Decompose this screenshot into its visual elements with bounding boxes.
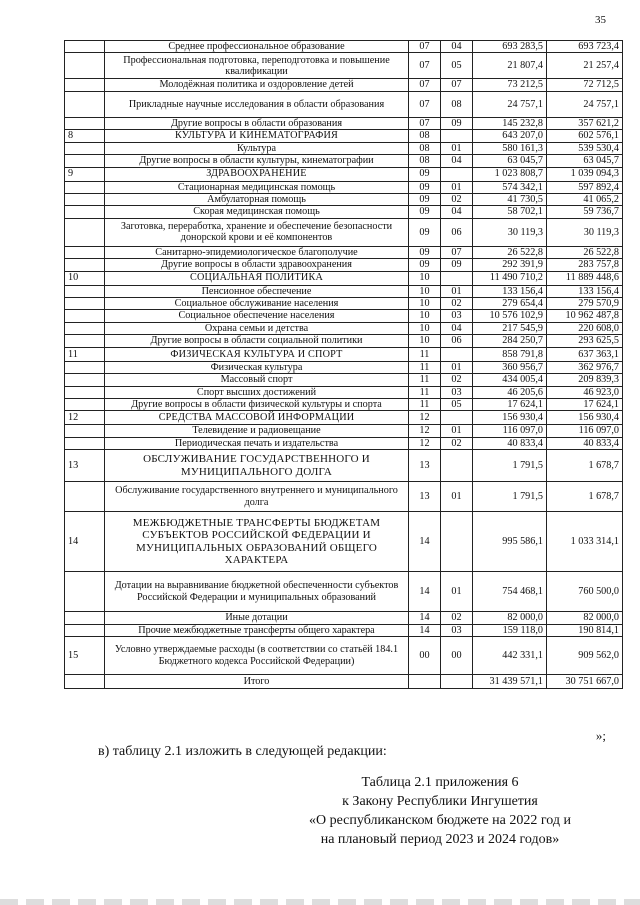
row-value-2024: 72 712,5 (547, 79, 623, 91)
row-value-2023: 24 757,1 (473, 91, 547, 117)
row-podrazdel: 02 (441, 298, 473, 310)
table-row (65, 167, 623, 181)
row-razdel: 09 (409, 218, 441, 246)
row-value-2024: 602 576,1 (547, 130, 623, 142)
row-number (65, 675, 105, 689)
row-value-2024: 24 757,1 (547, 91, 623, 117)
budget-table (64, 40, 623, 689)
row-podrazdel (441, 411, 473, 425)
row-podrazdel (441, 130, 473, 142)
row-value-2023: 292 391,9 (473, 259, 547, 271)
row-number (65, 218, 105, 246)
row-value-2024: 760 500,0 (547, 572, 623, 612)
table-row (65, 572, 623, 612)
table-row (65, 322, 623, 334)
row-value-2024: 220 608,0 (547, 322, 623, 334)
table-row (65, 310, 623, 322)
row-name: Итого (105, 675, 409, 689)
row-name: Стационарная медицинская помощь (105, 181, 409, 193)
row-razdel: 13 (409, 482, 441, 512)
row-podrazdel: 02 (441, 612, 473, 624)
row-value-2024: 63 045,7 (547, 155, 623, 167)
row-value-2023: 442 331,1 (473, 637, 547, 675)
row-number (65, 310, 105, 322)
row-value-2023: 643 207,0 (473, 130, 547, 142)
row-number: 11 (65, 347, 105, 361)
row-podrazdel (441, 450, 473, 482)
row-name: СРЕДСТВА МАССОВОЙ ИНФОРМАЦИИ (105, 411, 409, 425)
row-razdel (409, 675, 441, 689)
row-value-2023: 858 791,8 (473, 347, 547, 361)
row-name: Обслуживание государственного внутреннего и муниципального долга (105, 482, 409, 512)
row-value-2024: 17 624,1 (547, 399, 623, 411)
row-name: Условно утверждаемые расходы (в соответствии со статьёй 184.1 Бюджетного кодекса Российской Федерации) (105, 637, 409, 675)
row-razdel: 11 (409, 374, 441, 386)
table-row (65, 399, 623, 411)
table-row (65, 361, 623, 373)
row-value-2024: 637 363,1 (547, 347, 623, 361)
row-number: 12 (65, 411, 105, 425)
row-name: ОБСЛУЖИВАНИЕ ГОСУДАРСТВЕННОГО И МУНИЦИПАЛЬНОГО ДОЛГА (105, 450, 409, 482)
row-value-2024: 283 757,8 (547, 259, 623, 271)
row-value-2023: 30 119,3 (473, 218, 547, 246)
table-row (65, 512, 623, 572)
table-row (65, 259, 623, 271)
row-podrazdel: 02 (441, 374, 473, 386)
row-razdel: 07 (409, 41, 441, 53)
row-value-2023: 159 118,0 (473, 624, 547, 636)
row-name: Среднее профессиональное образование (105, 41, 409, 53)
row-number (65, 374, 105, 386)
row-razdel: 14 (409, 572, 441, 612)
row-value-2024: 190 814,1 (547, 624, 623, 636)
row-name: Охрана семьи и детства (105, 322, 409, 334)
row-name: Скорая медицинская помощь (105, 206, 409, 218)
budget-table-body (65, 41, 623, 689)
row-podrazdel: 09 (441, 259, 473, 271)
row-name: Молодёжная политика и оздоровление детей (105, 79, 409, 91)
row-value-2023: 754 468,1 (473, 572, 547, 612)
row-name: Социальное обслуживание населения (105, 298, 409, 310)
table-row (65, 155, 623, 167)
row-razdel: 13 (409, 450, 441, 482)
row-podrazdel (441, 167, 473, 181)
row-number (65, 79, 105, 91)
row-podrazdel: 08 (441, 91, 473, 117)
row-number (65, 612, 105, 624)
row-podrazdel: 01 (441, 285, 473, 297)
row-value-2024: 116 097,0 (547, 425, 623, 437)
scan-edge-artifact (0, 899, 640, 905)
row-name: Массовый спорт (105, 374, 409, 386)
row-number (65, 206, 105, 218)
row-value-2023: 995 586,1 (473, 512, 547, 572)
row-name: Другие вопросы в области физической культуры и спорта (105, 399, 409, 411)
row-value-2023: 11 490 710,2 (473, 271, 547, 285)
row-podrazdel: 06 (441, 218, 473, 246)
row-number (65, 91, 105, 117)
row-name: Санитарно-эпидемиологическое благополучие (105, 246, 409, 258)
row-value-2024: 1 033 314,1 (547, 512, 623, 572)
row-razdel: 11 (409, 361, 441, 373)
row-razdel: 09 (409, 181, 441, 193)
row-razdel: 14 (409, 612, 441, 624)
row-podrazdel (441, 271, 473, 285)
row-razdel: 10 (409, 335, 441, 347)
row-number (65, 386, 105, 398)
row-name: Дотации на выравнивание бюджетной обеспеченности субъектов Российской Федерации и муниципальных образований (105, 572, 409, 612)
row-name: СОЦИАЛЬНАЯ ПОЛИТИКА (105, 271, 409, 285)
page-number: 35 (595, 14, 606, 26)
row-value-2023: 434 005,4 (473, 374, 547, 386)
row-value-2023: 10 576 102,9 (473, 310, 547, 322)
row-podrazdel: 01 (441, 572, 473, 612)
table-row (65, 437, 623, 449)
row-name: ЗДРАВООХРАНЕНИЕ (105, 167, 409, 181)
row-podrazdel (441, 512, 473, 572)
row-name: Другие вопросы в области социальной политики (105, 335, 409, 347)
row-podrazdel (441, 675, 473, 689)
row-podrazdel: 07 (441, 79, 473, 91)
row-number (65, 482, 105, 512)
row-value-2024: 10 962 487,8 (547, 310, 623, 322)
row-podrazdel: 04 (441, 155, 473, 167)
row-value-2023: 284 250,7 (473, 335, 547, 347)
row-value-2024: 59 736,7 (547, 206, 623, 218)
table-row (65, 374, 623, 386)
row-name: Другие вопросы в области образования (105, 117, 409, 129)
row-number (65, 572, 105, 612)
caption-line-1: Таблица 2.1 приложения 6 (361, 775, 519, 790)
row-name: Физическая культура (105, 361, 409, 373)
row-razdel: 07 (409, 79, 441, 91)
row-value-2024: 30 119,3 (547, 218, 623, 246)
row-razdel: 08 (409, 155, 441, 167)
row-razdel: 11 (409, 399, 441, 411)
row-number (65, 155, 105, 167)
row-name: Заготовка, переработка, хранение и обеспечение безопасности донорской крови и её компонентов (105, 218, 409, 246)
row-number: 13 (65, 450, 105, 482)
row-name: Культура (105, 142, 409, 154)
row-number: 15 (65, 637, 105, 675)
row-razdel: 14 (409, 624, 441, 636)
table-row (65, 386, 623, 398)
row-number: 14 (65, 512, 105, 572)
row-value-2024: 597 892,4 (547, 181, 623, 193)
row-name: Периодическая печать и издательства (105, 437, 409, 449)
row-value-2023: 41 730,5 (473, 193, 547, 205)
row-name: Телевидение и радиовещание (105, 425, 409, 437)
row-podrazdel: 03 (441, 386, 473, 398)
row-value-2023: 26 522,8 (473, 246, 547, 258)
table-row (65, 79, 623, 91)
table-row (65, 91, 623, 117)
row-podrazdel: 01 (441, 482, 473, 512)
row-razdel: 00 (409, 637, 441, 675)
row-podrazdel: 04 (441, 322, 473, 334)
row-razdel: 12 (409, 437, 441, 449)
row-podrazdel: 09 (441, 117, 473, 129)
row-name: Прочие межбюджетные трансферты общего характера (105, 624, 409, 636)
table-row (65, 612, 623, 624)
row-number (65, 322, 105, 334)
row-value-2024: 693 723,4 (547, 41, 623, 53)
row-number: 8 (65, 130, 105, 142)
row-razdel: 09 (409, 259, 441, 271)
row-name: Иные дотации (105, 612, 409, 624)
row-razdel: 09 (409, 193, 441, 205)
row-value-2024: 279 570,9 (547, 298, 623, 310)
row-name: Другие вопросы в области культуры, кинематографии (105, 155, 409, 167)
row-number (65, 425, 105, 437)
row-value-2024: 293 625,5 (547, 335, 623, 347)
row-value-2024: 909 562,0 (547, 637, 623, 675)
row-value-2023: 21 807,4 (473, 53, 547, 79)
row-value-2023: 82 000,0 (473, 612, 547, 624)
row-value-2024: 1 678,7 (547, 482, 623, 512)
table-row (65, 218, 623, 246)
row-value-2024: 30 751 667,0 (547, 675, 623, 689)
row-razdel: 10 (409, 298, 441, 310)
row-value-2024: 26 522,8 (547, 246, 623, 258)
row-number (65, 181, 105, 193)
table-row (65, 193, 623, 205)
table-row (65, 206, 623, 218)
row-number (65, 361, 105, 373)
table-row (65, 285, 623, 297)
row-value-2023: 63 045,7 (473, 155, 547, 167)
row-name: МЕЖБЮДЖЕТНЫЕ ТРАНСФЕРТЫ БЮДЖЕТАМ СУБЪЕКТОВ РОССИЙСКОЙ ФЕДЕРАЦИИ И МУНИЦИПАЛЬНЫХ ОБРАЗОВАНИЙ ОБЩЕГО ХАРАКТЕРА (105, 512, 409, 572)
row-podrazdel: 00 (441, 637, 473, 675)
row-value-2024: 21 257,4 (547, 53, 623, 79)
row-razdel: 08 (409, 142, 441, 154)
row-name: Профессиональная подготовка, переподготовка и повышение квалификации (105, 53, 409, 79)
row-name: Спорт высших достижений (105, 386, 409, 398)
table-row (65, 347, 623, 361)
row-name: ФИЗИЧЕСКАЯ КУЛЬТУРА И СПОРТ (105, 347, 409, 361)
row-name: Амбулаторная помощь (105, 193, 409, 205)
row-name: Другие вопросы в области здравоохранения (105, 259, 409, 271)
row-name: Пенсионное обеспечение (105, 285, 409, 297)
table-row (65, 637, 623, 675)
row-number: 10 (65, 271, 105, 285)
row-value-2023: 1 791,5 (473, 450, 547, 482)
row-razdel: 11 (409, 347, 441, 361)
caption-line-4: на плановый период 2023 и 2024 годов» (320, 831, 560, 847)
row-number (65, 53, 105, 79)
row-value-2024: 1 039 094,3 (547, 167, 623, 181)
row-razdel: 07 (409, 53, 441, 79)
row-value-2024: 1 678,7 (547, 450, 623, 482)
row-value-2023: 40 833,4 (473, 437, 547, 449)
table-row (65, 450, 623, 482)
row-podrazdel: 02 (441, 437, 473, 449)
row-podrazdel: 05 (441, 399, 473, 411)
row-name: Прикладные научные исследования в области образования (105, 91, 409, 117)
row-razdel: 10 (409, 271, 441, 285)
row-razdel: 07 (409, 91, 441, 117)
row-number (65, 259, 105, 271)
row-razdel: 10 (409, 322, 441, 334)
row-number (65, 142, 105, 154)
table-row (65, 181, 623, 193)
table-row (65, 298, 623, 310)
row-razdel: 09 (409, 167, 441, 181)
row-number (65, 41, 105, 53)
row-value-2023: 58 702,1 (473, 206, 547, 218)
row-value-2023: 360 956,7 (473, 361, 547, 373)
table-row (65, 41, 623, 53)
row-value-2023: 31 439 571,1 (473, 675, 547, 689)
row-number (65, 193, 105, 205)
row-podrazdel: 03 (441, 310, 473, 322)
table-caption (280, 774, 600, 850)
row-value-2023: 1 791,5 (473, 482, 547, 512)
row-razdel: 10 (409, 285, 441, 297)
row-value-2024: 133 156,4 (547, 285, 623, 297)
row-value-2023: 279 654,4 (473, 298, 547, 310)
row-value-2024: 82 000,0 (547, 612, 623, 624)
row-value-2023: 133 156,4 (473, 285, 547, 297)
row-name: КУЛЬТУРА И КИНЕМАТОГРАФИЯ (105, 130, 409, 142)
row-value-2023: 46 205,6 (473, 386, 547, 398)
row-value-2023: 580 161,3 (473, 142, 547, 154)
row-number (65, 335, 105, 347)
table-row (65, 675, 623, 689)
row-podrazdel: 01 (441, 142, 473, 154)
row-podrazdel: 04 (441, 41, 473, 53)
row-number (65, 624, 105, 636)
row-podrazdel: 04 (441, 206, 473, 218)
row-number (65, 246, 105, 258)
row-number: 9 (65, 167, 105, 181)
table-row (65, 246, 623, 258)
row-value-2024: 11 889 448,6 (547, 271, 623, 285)
row-value-2023: 1 023 808,7 (473, 167, 547, 181)
row-podrazdel: 06 (441, 335, 473, 347)
row-number (65, 285, 105, 297)
table-row (65, 335, 623, 347)
table-row (65, 130, 623, 142)
row-podrazdel: 01 (441, 361, 473, 373)
row-razdel: 12 (409, 411, 441, 425)
amendment-instruction: в) таблицу 2.1 изложить в следующей редакции: (98, 744, 387, 759)
row-value-2024: 362 976,7 (547, 361, 623, 373)
row-value-2024: 156 930,4 (547, 411, 623, 425)
table-row (65, 624, 623, 636)
row-number (65, 399, 105, 411)
row-value-2024: 209 839,3 (547, 374, 623, 386)
row-razdel: 09 (409, 206, 441, 218)
row-podrazdel: 05 (441, 53, 473, 79)
row-value-2024: 46 923,0 (547, 386, 623, 398)
row-podrazdel: 01 (441, 425, 473, 437)
table-row (65, 425, 623, 437)
row-value-2023: 217 545,9 (473, 322, 547, 334)
row-razdel: 07 (409, 117, 441, 129)
row-value-2024: 539 530,4 (547, 142, 623, 154)
table-row (65, 271, 623, 285)
row-number (65, 298, 105, 310)
table-row (65, 411, 623, 425)
row-razdel: 09 (409, 246, 441, 258)
table-row (65, 482, 623, 512)
row-value-2024: 41 065,2 (547, 193, 623, 205)
row-number (65, 117, 105, 129)
row-value-2023: 73 212,5 (473, 79, 547, 91)
row-value-2023: 17 624,1 (473, 399, 547, 411)
row-value-2023: 693 283,5 (473, 41, 547, 53)
row-value-2024: 40 833,4 (547, 437, 623, 449)
row-value-2023: 574 342,1 (473, 181, 547, 193)
row-podrazdel (441, 347, 473, 361)
row-value-2023: 116 097,0 (473, 425, 547, 437)
caption-line-2: к Закону Республики Ингушетия (342, 793, 538, 809)
table-row (65, 142, 623, 154)
table-row (65, 117, 623, 129)
row-razdel: 12 (409, 425, 441, 437)
row-razdel: 08 (409, 130, 441, 142)
row-value-2023: 156 930,4 (473, 411, 547, 425)
row-podrazdel: 02 (441, 193, 473, 205)
row-razdel: 11 (409, 386, 441, 398)
row-value-2023: 145 232,8 (473, 117, 547, 129)
row-razdel: 10 (409, 310, 441, 322)
row-podrazdel: 07 (441, 246, 473, 258)
row-name: Социальное обеспечение населения (105, 310, 409, 322)
table-row (65, 53, 623, 79)
row-podrazdel: 01 (441, 181, 473, 193)
row-value-2024: 357 621,2 (547, 117, 623, 129)
row-number (65, 437, 105, 449)
row-podrazdel: 03 (441, 624, 473, 636)
caption-line-3: «О республиканском бюджете на 2022 год и (309, 812, 571, 828)
closing-quote: »; (595, 728, 606, 743)
row-razdel: 14 (409, 512, 441, 572)
